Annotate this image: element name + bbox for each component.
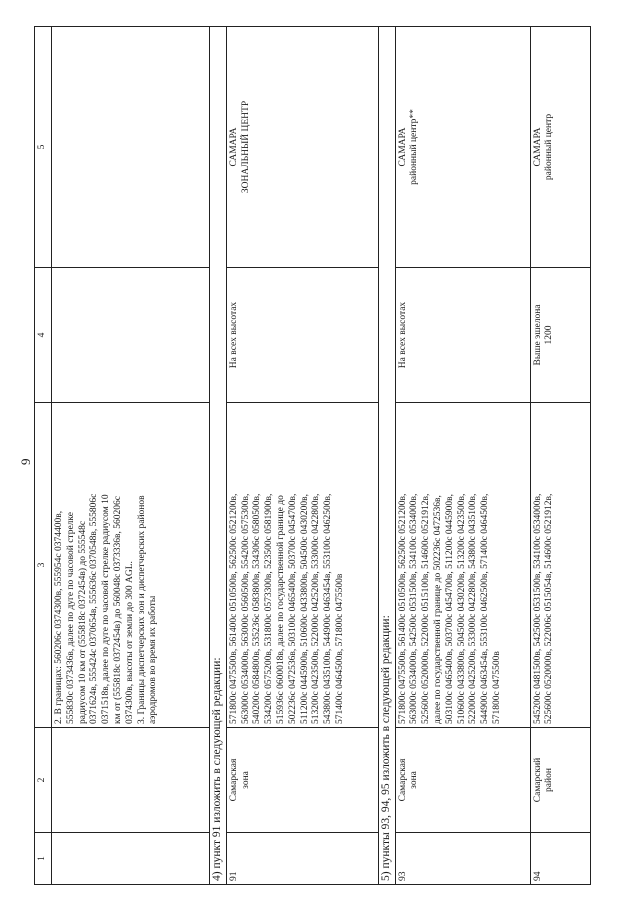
airspace-table <box>34 26 591 885</box>
zone-boundary-coordinates: 545200с 0481500в, 542500с 0531500в, 534100с 0534000в, 525600с 0520000в, 522006с 0515054в, 514600с 0521912в, <box>530 403 590 728</box>
table-row <box>226 27 378 885</box>
section-heading-row <box>378 27 395 885</box>
section-heading: 5) пункты 93, 94, 95 изложить в следующей редакции: <box>378 27 395 885</box>
zone-boundary-coordinates: 571800с 0475500в, 561400с 0510500в, 562500с 0521200в, 563000с 0534000в, 563000с 0560500в, 554200с 0575300в, 540200с 0584800в, 535236с 0583800в, 534306с 0580500в, 534200с 0575200в, 531800с 0573300в, 523500с 0581900в, 515936с 0600018в, далее по государственной границе до 502236с 0472536в, 503100с 0465400в, 503700с 0454700в, 511200с 0445900в, 510600с 0433800в, 504500с 0430200в, 513200с 0423500в, 522000с 0425200в, 533000с 0422800в, 543800с 0435100в, 544900с 0463454в, 553100с 0462500в, 571400с 0464500в, 571800с 0475500в <box>226 403 378 728</box>
altitude-limits: На всех высотах <box>395 268 530 403</box>
column-header: 2 <box>35 728 52 833</box>
row-number: 91 <box>226 833 378 885</box>
zone-name: Самарский район <box>530 728 590 833</box>
control-unit: САМАРА районный центр** <box>395 27 530 268</box>
zone-boundary-coordinates: 571800с 0475500в, 561400с 0510500в, 562500с 0521200в, 563000с 0534000в, 542500с 0531500в, 534100с 0534000в, 525600с 0520000в, 522000с 0515100в, 514600с 0521912в, далее по государственной границе до 502236с 0472536в, 503100с 0465400в, 503700с 0454700в, 511200с 0445900в, 510600с 0433800в, 504500с 0430200в, 513200с 0423500в, 522000с 0425200в, 533000с 0422800в, 543800с 0435100в, 544900с 0463454в, 553100с 0462500в, 571400с 0464500в, 571800с 0475500в <box>395 403 530 728</box>
control-unit: САМАРА ЗОНАЛЬНЫЙ ЦЕНТР <box>226 27 378 268</box>
column-header: 3 <box>35 403 52 728</box>
altitude-limits: Выше эшелона 1200 <box>530 268 590 403</box>
control-unit: САМАРА районный центр <box>530 27 590 268</box>
column-header: 4 <box>35 268 52 403</box>
continuation-text: 2. В границах: 560206с 0374300в, 555954с 0374400в, 555830с 0373436в, далее по дуге по часовой стрелке радиусом 10 км от (555818с 0372454в) до 555548с 0371624в, 555424с 0370654в, 555636с 0370548в, 555806с 0371518в, далее по дуге по часовой стрелке радиусом 10 км от (555818с 0372454в) до 560048с 0373336в, 560206с 0374300в, высоты от земли до 300 AGL. 3. Границы диспетчерских зон и диспетчерских районов аэродромов во время их работы <box>52 403 210 728</box>
altitude-limits: На всех высотах <box>226 268 378 403</box>
section-heading-row <box>210 27 227 885</box>
continuation-row <box>52 27 210 885</box>
table-row <box>530 27 590 885</box>
zone-name: Самарская зона <box>395 728 530 833</box>
table-row <box>395 27 530 885</box>
zone-name: Самарская зона <box>226 728 378 833</box>
section-heading: 4) пункт 91 изложить в следующей редакции: <box>210 27 227 885</box>
page-number: 9 <box>18 458 33 465</box>
row-number: 93 <box>395 833 530 885</box>
column-header: 5 <box>35 27 52 268</box>
column-header: 1 <box>35 833 52 885</box>
table-header-row <box>35 27 52 885</box>
row-number: 94 <box>530 833 590 885</box>
